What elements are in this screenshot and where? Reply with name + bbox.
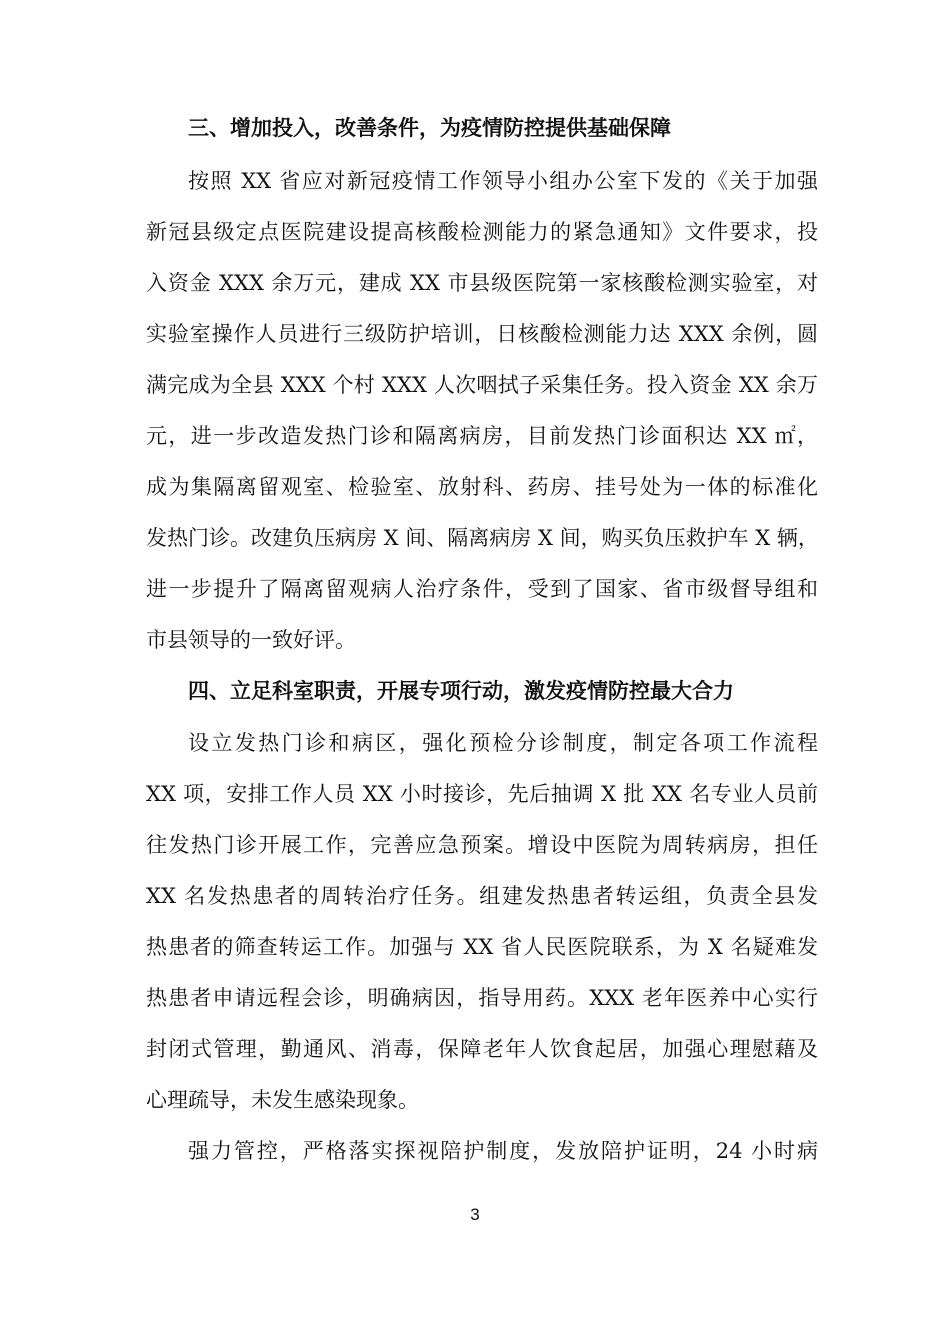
section-3-heading: 三、增加投入，改善条件，为疫情防控提供基础保障 bbox=[188, 116, 671, 140]
section-4-para-2-line-1: 强力管控，严格落实探视陪护制度，发放陪护证明，24 小时病 bbox=[188, 1139, 818, 1163]
section-3-line-4: 实验室操作人员进行三级防护培训，日核酸检测能力达 XXX 余例，圆 bbox=[146, 322, 818, 346]
section-3-line-8: 发热门诊。改建负压病房 X 间、隔离病房 X 间，购买负压救护车 X 辆， bbox=[146, 526, 819, 550]
section-4-para-1-line-2: XX 项，安排工作人员 XX 小时接诊，先后抽调 X 批 XX 名专业人员前 bbox=[146, 782, 818, 806]
section-3-line-9: 进一步提升了隔离留观病人治疗条件，受到了国家、省市级督导组和 bbox=[146, 577, 818, 601]
section-3-line-10: 市县领导的一致好评。 bbox=[146, 628, 356, 652]
section-4-para-1-line-6: 热患者申请远程会诊，明确病因，指导用药。XXX 老年医养中心实行 bbox=[146, 986, 818, 1010]
section-3-line-5: 满完成为全县 XXX 个村 XXX 人次咽拭子采集任务。投入资金 XX 余万 bbox=[146, 373, 818, 397]
section-3-line-3: 入资金 XXX 余万元，建成 XX 市县级医院第一家核酸检测实验室，对 bbox=[146, 271, 818, 295]
section-4-para-1-line-5: 热患者的筛查转运工作。加强与 XX 省人民医院联系，为 X 名疑难发 bbox=[146, 935, 818, 959]
section-3-line-1: 按照 XX 省应对新冠疫情工作领导小组办公室下发的《关于加强 bbox=[188, 169, 818, 193]
section-4-para-1-line-8: 心理疏导，未发生感染现象。 bbox=[146, 1088, 419, 1112]
section-4-para-1-line-7: 封闭式管理，勤通风、消毒，保障老年人饮食起居，加强心理慰藉及 bbox=[146, 1037, 818, 1061]
section-4-para-1-line-3: 往发热门诊开展工作，完善应急预案。增设中医院为周转病房，担任 bbox=[146, 833, 818, 857]
section-3-line-6: 元，进一步改造发热门诊和隔离病房，目前发热门诊面积达 XX ㎡， bbox=[146, 424, 818, 448]
section-3-line-2: 新冠县级定点医院建设提高核酸检测能力的紧急通知》文件要求，投 bbox=[146, 220, 818, 244]
page-number: 3 bbox=[470, 1205, 480, 1224]
section-4-para-1-line-1: 设立发热门诊和病区，强化预检分诊制度，制定各项工作流程 bbox=[188, 731, 818, 755]
section-4-heading: 四、立足科室职责，开展专项行动，激发疫情防控最大合力 bbox=[188, 679, 734, 703]
section-4-para-1-line-4: XX 名发热患者的周转治疗任务。组建发热患者转运组，负责全县发 bbox=[146, 884, 818, 908]
section-3-line-7: 成为集隔离留观室、检验室、放射科、药房、挂号处为一体的标准化 bbox=[146, 475, 818, 499]
